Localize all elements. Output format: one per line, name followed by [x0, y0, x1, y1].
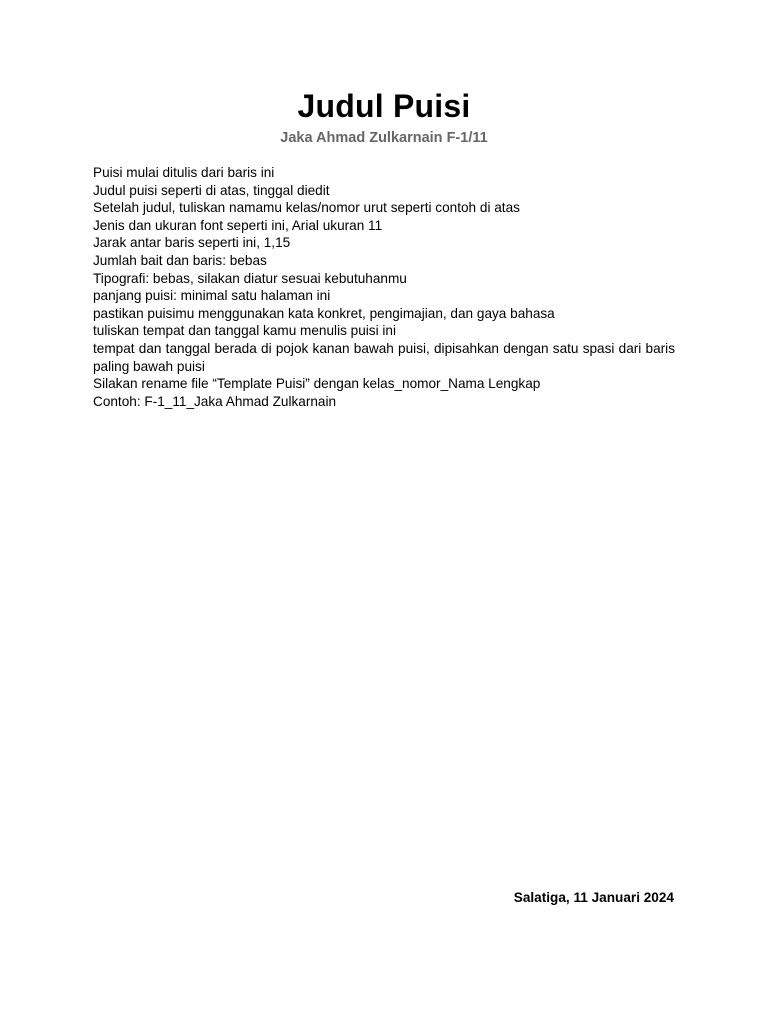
body-line: Setelah judul, tuliskan namamu kelas/nomor urut seperti contoh di atas — [93, 200, 520, 216]
author-line: Jaka Ahmad Zulkarnain F-1/11 — [280, 130, 488, 146]
body-line: Judul puisi seperti di atas, tinggal diedit — [93, 182, 330, 198]
body-line: Tipografi: bebas, silakan diatur sesuai kebutuhanmu — [93, 270, 407, 286]
body-line: pastikan puisimu menggunakan kata konkret, pengimajian, dan gaya bahasa — [93, 305, 555, 321]
poem-body — [93, 164, 675, 410]
body-line: Jumlah bait dan baris: bebas — [93, 252, 267, 268]
body-line: Puisi mulai ditulis dari baris ini — [93, 165, 275, 180]
place-and-date: Salatiga, 11 Januari 2024 — [513, 890, 674, 905]
body-line: Jenis dan ukuran font seperti ini, Arial ukuran 11 — [93, 217, 383, 233]
body-line: tempat dan tanggal berada di pojok kanan bawah puisi, dipisahkan dengan satu spasi dari baris paling bawah puisi — [93, 340, 675, 374]
body-line: panjang puisi: minimal satu halaman ini — [93, 288, 331, 304]
poem-title: Judul Puisi — [297, 88, 471, 124]
body-line: tuliskan tempat dan tanggal kamu menulis puisi ini — [93, 323, 397, 339]
body-line: Silakan rename file “Template Puisi” dengan kelas_nomor_Nama Lengkap — [93, 376, 541, 392]
body-line: Jarak antar baris seperti ini, 1,15 — [93, 235, 291, 251]
body-line: Contoh: F-1_11_Jaka Ahmad Zulkarnain — [93, 393, 337, 409]
